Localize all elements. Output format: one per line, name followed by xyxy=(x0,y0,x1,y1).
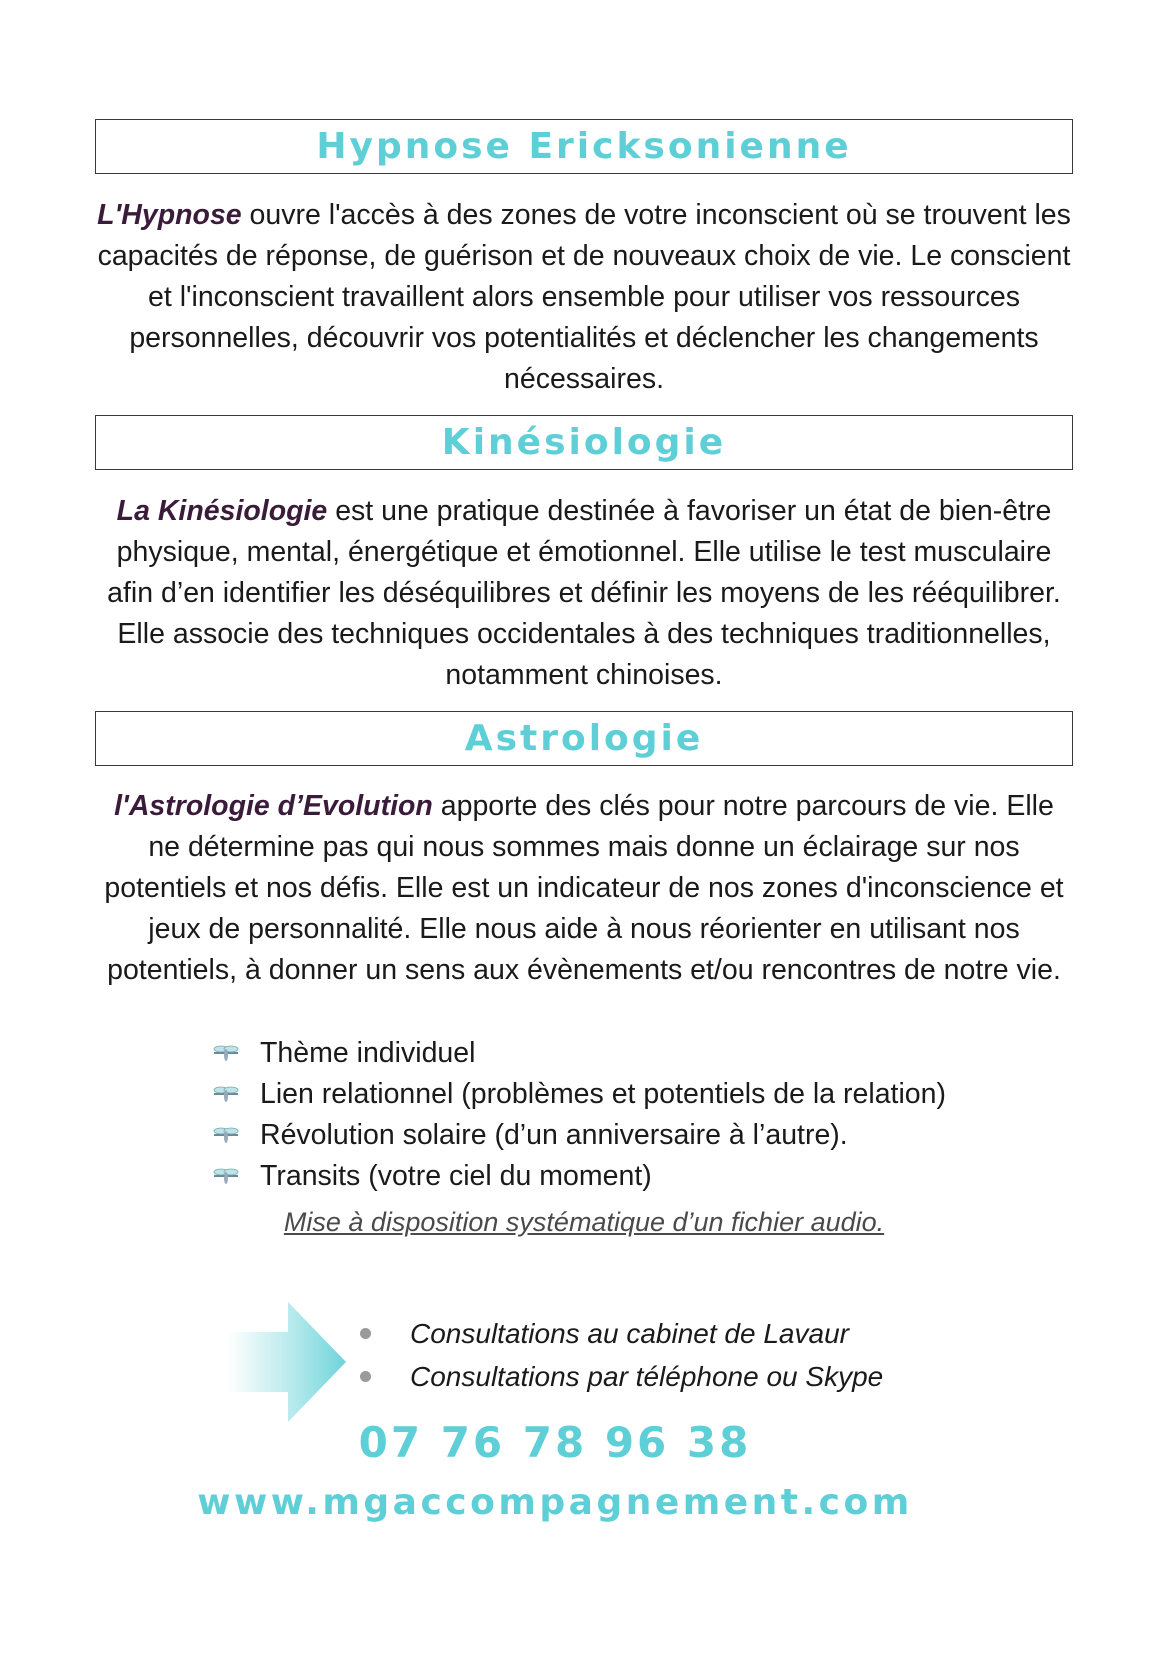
section-title-hypnose: Hypnose Ericksonienne xyxy=(316,126,852,167)
section-text-astrologie xyxy=(95,786,1073,991)
section-body-astrologie: apporte des clés pour notre parcours de vie. Elle ne détermine pas qui nous sommes mais donne un éclairage sur nos potentiels et nos défis. Elle est un indicateur de nos zones d'inconscience et jeux de personnalité. Elle nous aide à nous réorienter en utilisant nos potentiels, à donner un sens aux évènements et/ou rencontres de notre vie. xyxy=(104,790,1064,986)
section-title-box-astrologie xyxy=(95,711,1073,766)
list-item: Thème individuel xyxy=(210,1033,946,1074)
section-lead-astrologie: l'Astrologie d’Evolution xyxy=(114,790,433,822)
section-text-kinesiologie xyxy=(95,491,1073,696)
consultation-options xyxy=(355,1312,883,1398)
section-title-astrologie: Astrologie xyxy=(464,718,704,759)
section-title-box-kinesiologie xyxy=(95,415,1073,470)
dragonfly-icon xyxy=(210,1166,242,1186)
bullet-dot xyxy=(360,1328,371,1339)
section-lead-hypnose: L'Hypnose xyxy=(97,199,242,231)
list-item: Consultations au cabinet de Lavaur xyxy=(355,1312,883,1355)
audio-file-note: Mise à disposition systématique d’un fichier audio. xyxy=(283,1207,885,1237)
section-title-kinesiologie: Kinésiologie xyxy=(441,422,727,463)
website-link[interactable]: www.mgaccompagnement.com xyxy=(197,1482,913,1523)
dragonfly-icon xyxy=(210,1084,242,1104)
dragonfly-icon xyxy=(210,1125,242,1145)
section-title-box-hypnose xyxy=(95,119,1073,174)
bullet-dot xyxy=(360,1371,371,1382)
astrologie-services-list xyxy=(210,1033,946,1197)
list-item: Transits (votre ciel du moment) xyxy=(210,1156,946,1197)
list-item: Consultations par téléphone ou Skype xyxy=(355,1355,883,1398)
section-body-kinesiologie: est une pratique destinée à favoriser un état de bien-être physique, mental, énergétique et émotionnel. Elle utilise le test musculaire afin d’en identifier les déséquilibres et définir les moyens de les rééquilibrer. Elle associe des techniques occidentales à des techniques traditionnelles, notamment chinoises. xyxy=(107,495,1061,691)
section-body-hypnose: ouvre l'accès à des zones de votre inconscient où se trouvent les capacités de réponse, de guérison et de nouveaux choix de vie. Le conscient et l'inconscient travaillent alors ensemble pour utiliser vos ressources personnelles, découvrir vos potentialités et déclencher les changements nécessaires. xyxy=(97,199,1071,395)
list-item: Lien relationnel (problèmes et potentiels de la relation) xyxy=(210,1074,946,1115)
phone-number: 07 76 78 96 38 xyxy=(358,1418,752,1467)
section-text-hypnose xyxy=(95,195,1073,400)
arrow-right-icon xyxy=(228,1302,346,1422)
list-item: Révolution solaire (d’un anniversaire à l’autre). xyxy=(210,1115,946,1156)
dragonfly-icon xyxy=(210,1043,242,1063)
section-lead-kinesiologie: La Kinésiologie xyxy=(116,495,328,527)
